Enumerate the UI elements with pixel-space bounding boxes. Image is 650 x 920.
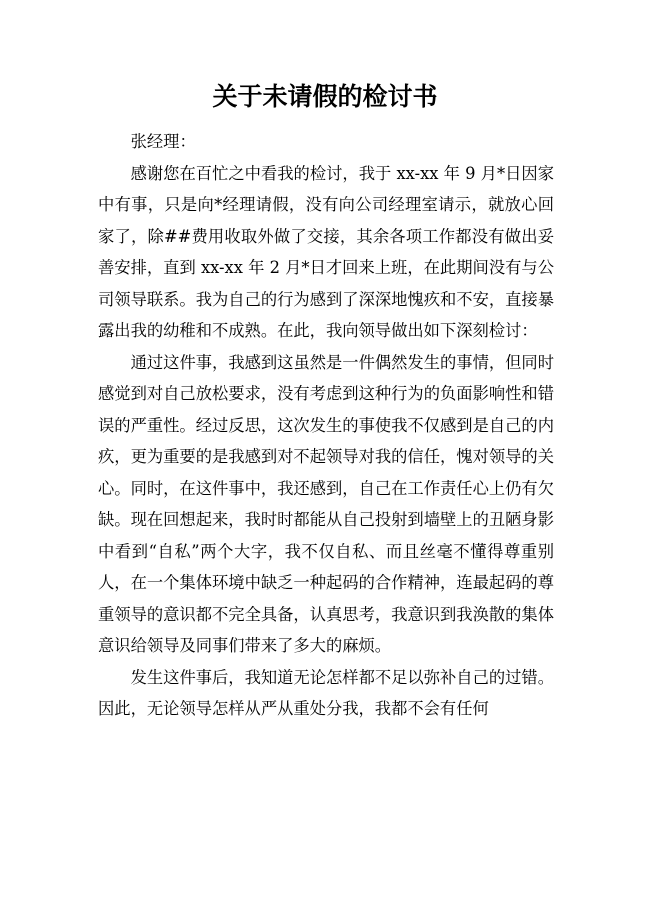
document-body <box>98 126 554 725</box>
paragraph-2: 通过这件事，我感到这虽然是一件偶然发生的事情，但同时感觉到对自己放松要求，没有考虑到这种行为的负面影响性和错误的严重性。经过反思，这次发生的事使我不仅感到是自己的内疚，更为重要的是我感到对不起领导对我的信任，愧对领导的关心。同时，在这件事中，我还感到，自己在工作责任心上仍有欠缺。现在回想起来，我时时都能从自己投射到墙壁上的丑陋身影中看到“自私”两个大字，我不仅自私、而且丝毫不懂得尊重别人，在一个集体环境中缺乏一种起码的合作精神，连最起码的尊重领导的意识都不完全具备，认真思考，我意识到我涣散的集体意识给领导及同事们带来了多大的麻烦。 <box>98 352 554 655</box>
paragraph-1: 感谢您在百忙之中看我的检讨，我于 xx-xx 年 9 月*日因家中有事，只是向*经理请假，没有向公司经理室请示，就放心回家了，除##费用收取外做了交接，其余各项工作都没有做出妥善安排，直到 xx-xx 年 2 月*日才回来上班，在此期间没有与公司领导联系。我为自己的行为感到了深深地愧疚和不安，直接暴露出我的幼稚和不成熟。在此，我向领导做出如下深刻检讨： <box>98 163 554 340</box>
salutation: 张经理： <box>130 132 196 151</box>
paragraph-3: 发生这件事后，我知道无论怎样都不足以弥补自己的过错。因此，无论领导怎样从严从重处分我，我都不会有任何 <box>98 667 554 718</box>
document-title: 关于未请假的检讨书 <box>212 82 438 111</box>
